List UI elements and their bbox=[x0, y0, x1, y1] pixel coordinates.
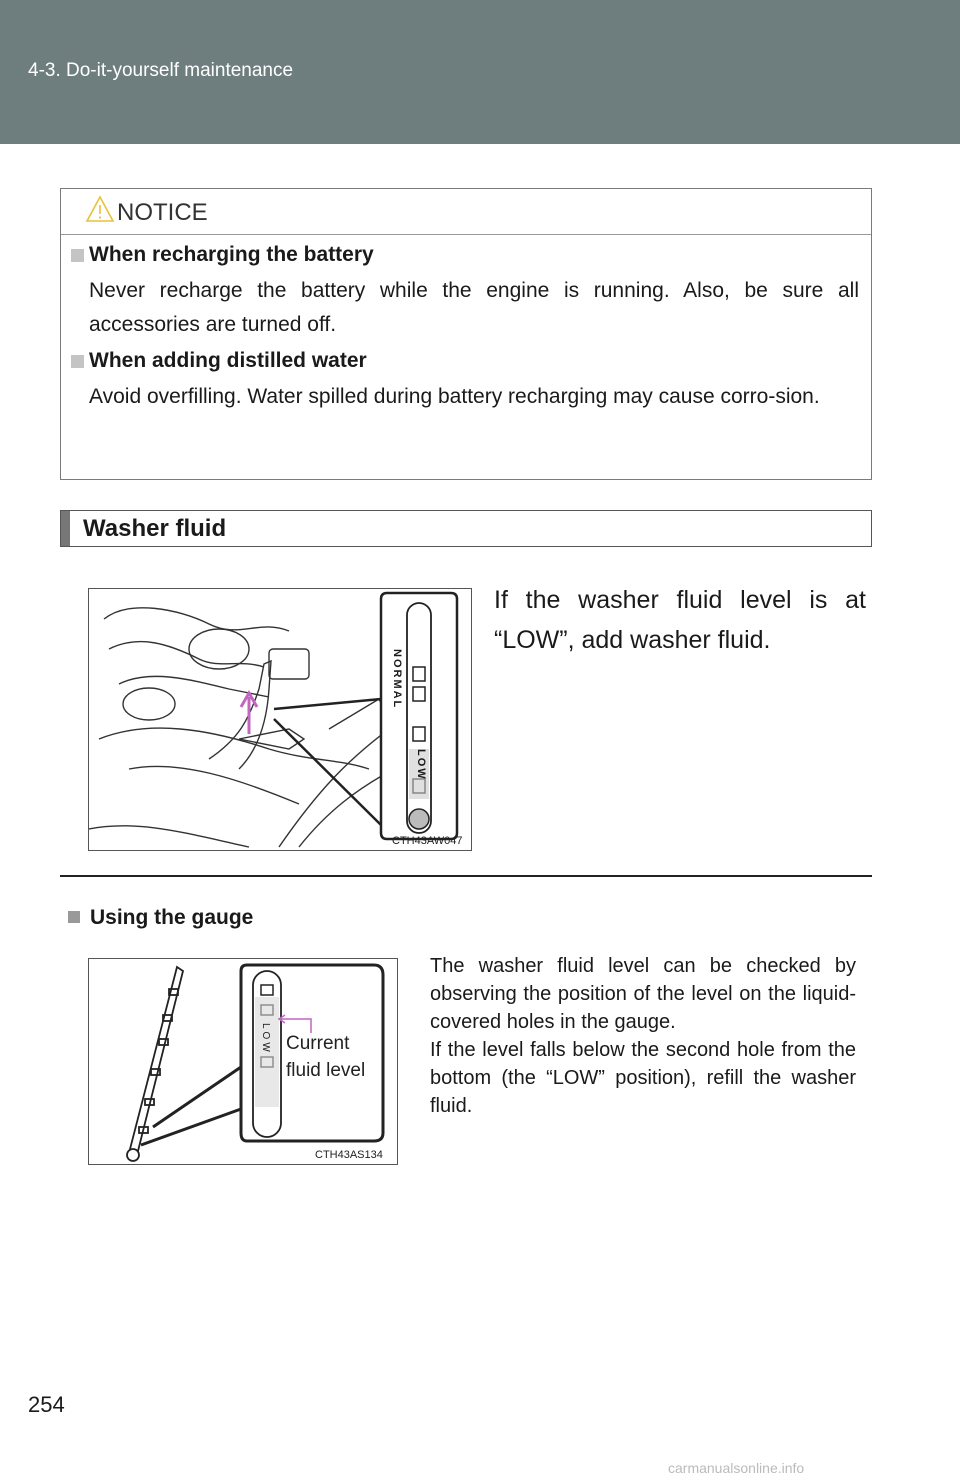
bullet-square-icon bbox=[68, 911, 80, 923]
notice-item-text: Never recharge the battery while the engine is running. Also, be sure all accessories are turned off. bbox=[89, 279, 859, 336]
gauge-zoom-callout bbox=[274, 593, 457, 839]
gauge-subheading bbox=[68, 906, 253, 930]
warning-triangle-icon bbox=[85, 195, 115, 223]
callout-label: fluid level bbox=[286, 1060, 366, 1081]
washer-instruction-text: If the washer fluid level is at “LOW”, add washer fluid. bbox=[494, 586, 866, 654]
notice-title: NOTICE bbox=[117, 199, 208, 226]
notice-item-text: Avoid overfilling. Water spilled during battery recharging may cause corro-sion. bbox=[89, 385, 820, 408]
section-divider bbox=[60, 875, 872, 877]
section-heading-bar bbox=[60, 510, 872, 547]
gauge-low-label: LOW bbox=[415, 749, 427, 781]
gauge-low-label: LOW bbox=[260, 1023, 271, 1055]
page-number: 254 bbox=[28, 1392, 65, 1417]
section-accent bbox=[61, 511, 70, 546]
section-title: Washer fluid bbox=[83, 515, 227, 542]
figure2-caption: CTH43AS134 bbox=[315, 1149, 383, 1161]
gauge-illustration bbox=[88, 958, 398, 1165]
bullet-square-icon bbox=[71, 249, 84, 262]
gauge-description bbox=[430, 952, 856, 1120]
figure1-caption: CTH43AW047 bbox=[392, 835, 463, 847]
notice-item-heading bbox=[61, 349, 871, 373]
notice-heading-text: When recharging the battery bbox=[89, 243, 374, 266]
gauge-normal-label: NORMAL bbox=[391, 649, 403, 710]
bullet-square-icon bbox=[71, 355, 84, 368]
watermark: carmanualsonline.info bbox=[668, 1460, 805, 1476]
notice-body bbox=[61, 235, 871, 414]
engine-bay-drawing bbox=[89, 589, 472, 851]
gauge-paragraph: The washer fluid level can be checked by observing the position of the level on the liquid-covered holes in the gauge. bbox=[430, 955, 856, 1033]
gauge-paragraph: If the level falls below the second hole from the bottom (the “LOW” position), refill the washer fluid. bbox=[430, 1039, 856, 1117]
notice-heading-text: When adding distilled water bbox=[89, 349, 367, 372]
callout-label: Current bbox=[286, 1033, 350, 1054]
page-header bbox=[0, 0, 960, 144]
notice-item-heading bbox=[61, 243, 871, 267]
notice-box bbox=[60, 188, 872, 480]
header-title: 4-3. Do-it-yourself maintenance bbox=[28, 60, 294, 81]
notice-header bbox=[61, 189, 871, 235]
gauge-heading-text: Using the gauge bbox=[90, 906, 254, 929]
washer-fluid-illustration bbox=[88, 588, 472, 851]
